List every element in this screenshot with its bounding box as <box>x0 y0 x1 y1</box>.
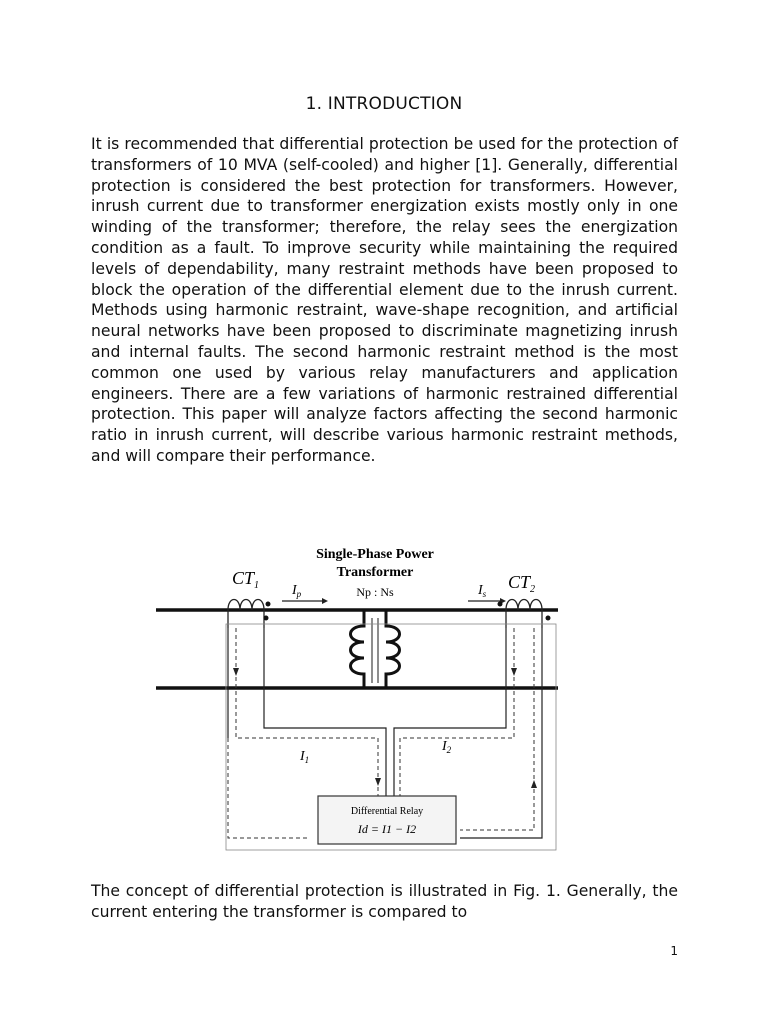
ct2-label: $CT_2$ <box>508 572 536 595</box>
ct1-polarity-dot <box>266 602 271 607</box>
differential-protection-figure <box>150 538 570 858</box>
ct1-polarity-dot-2 <box>264 616 269 621</box>
i1-label: $I_1$ <box>300 749 310 765</box>
differential-relay-box <box>318 796 456 844</box>
page-number: 1 <box>670 944 678 958</box>
i2-label: $I_2$ <box>442 739 452 755</box>
is-label: $I_s$ <box>478 583 487 599</box>
concept-paragraph: The concept of differential protection is illustrated in Fig. 1. Generally, the current entering the transformer is compared to <box>91 882 678 921</box>
transformer-secondary-winding <box>386 610 400 688</box>
ct1-down-arrow <box>233 668 239 676</box>
ct1-label: $CT_1$ <box>232 568 260 591</box>
intro-paragraph: It is recommended that differential protection be used for the protection of transformers of 10 MVA (self-cooled) and higher [1]. Generally, differential protection is considered the best protection for transformers. However, inrush current due to transformer energization exists mostly only in one winding of the transformer; therefore, the relay sees the energization condition as a fault. To improve security while maintaining the required levels of dependability, many restraint methods have been proposed to block the operation of the differential element due to the inrush current. Methods using harmonic restraint, wave-shape recognition, and artificial neural networks have been proposed to discriminate magnetizing inrush and internal faults. The second harmonic restraint method is the most common one used by various relay manufacturers and application engineers. There are a few variations of harmonic restrained differential protection. This paper will analyze factors affecting the second harmonic ratio in inrush current, will describe various harmonic restraint methods, and will compare their performance. <box>91 135 678 465</box>
ip-arrowhead <box>322 598 328 604</box>
ct2-return-arrow <box>531 780 537 788</box>
turns-ratio-label: Np : Ns <box>356 585 394 599</box>
figure-title-line2: Transformer <box>336 565 414 580</box>
relay-label: Differential Relay <box>350 806 424 817</box>
ct2-polarity-dot-2 <box>546 616 551 621</box>
relay-input-arrow <box>375 778 381 786</box>
section-heading: 1. INTRODUCTION <box>305 94 463 114</box>
ct2-polarity-dot <box>498 602 503 607</box>
ct2-down-arrow <box>511 668 517 676</box>
ct1-wiring <box>228 628 386 796</box>
transformer-primary-winding <box>351 610 365 688</box>
ip-label: $I_p$ <box>292 583 302 599</box>
figure-title-line1: Single-Phase Power <box>316 547 434 562</box>
relay-formula: Id = I1 − I2 <box>357 822 417 836</box>
